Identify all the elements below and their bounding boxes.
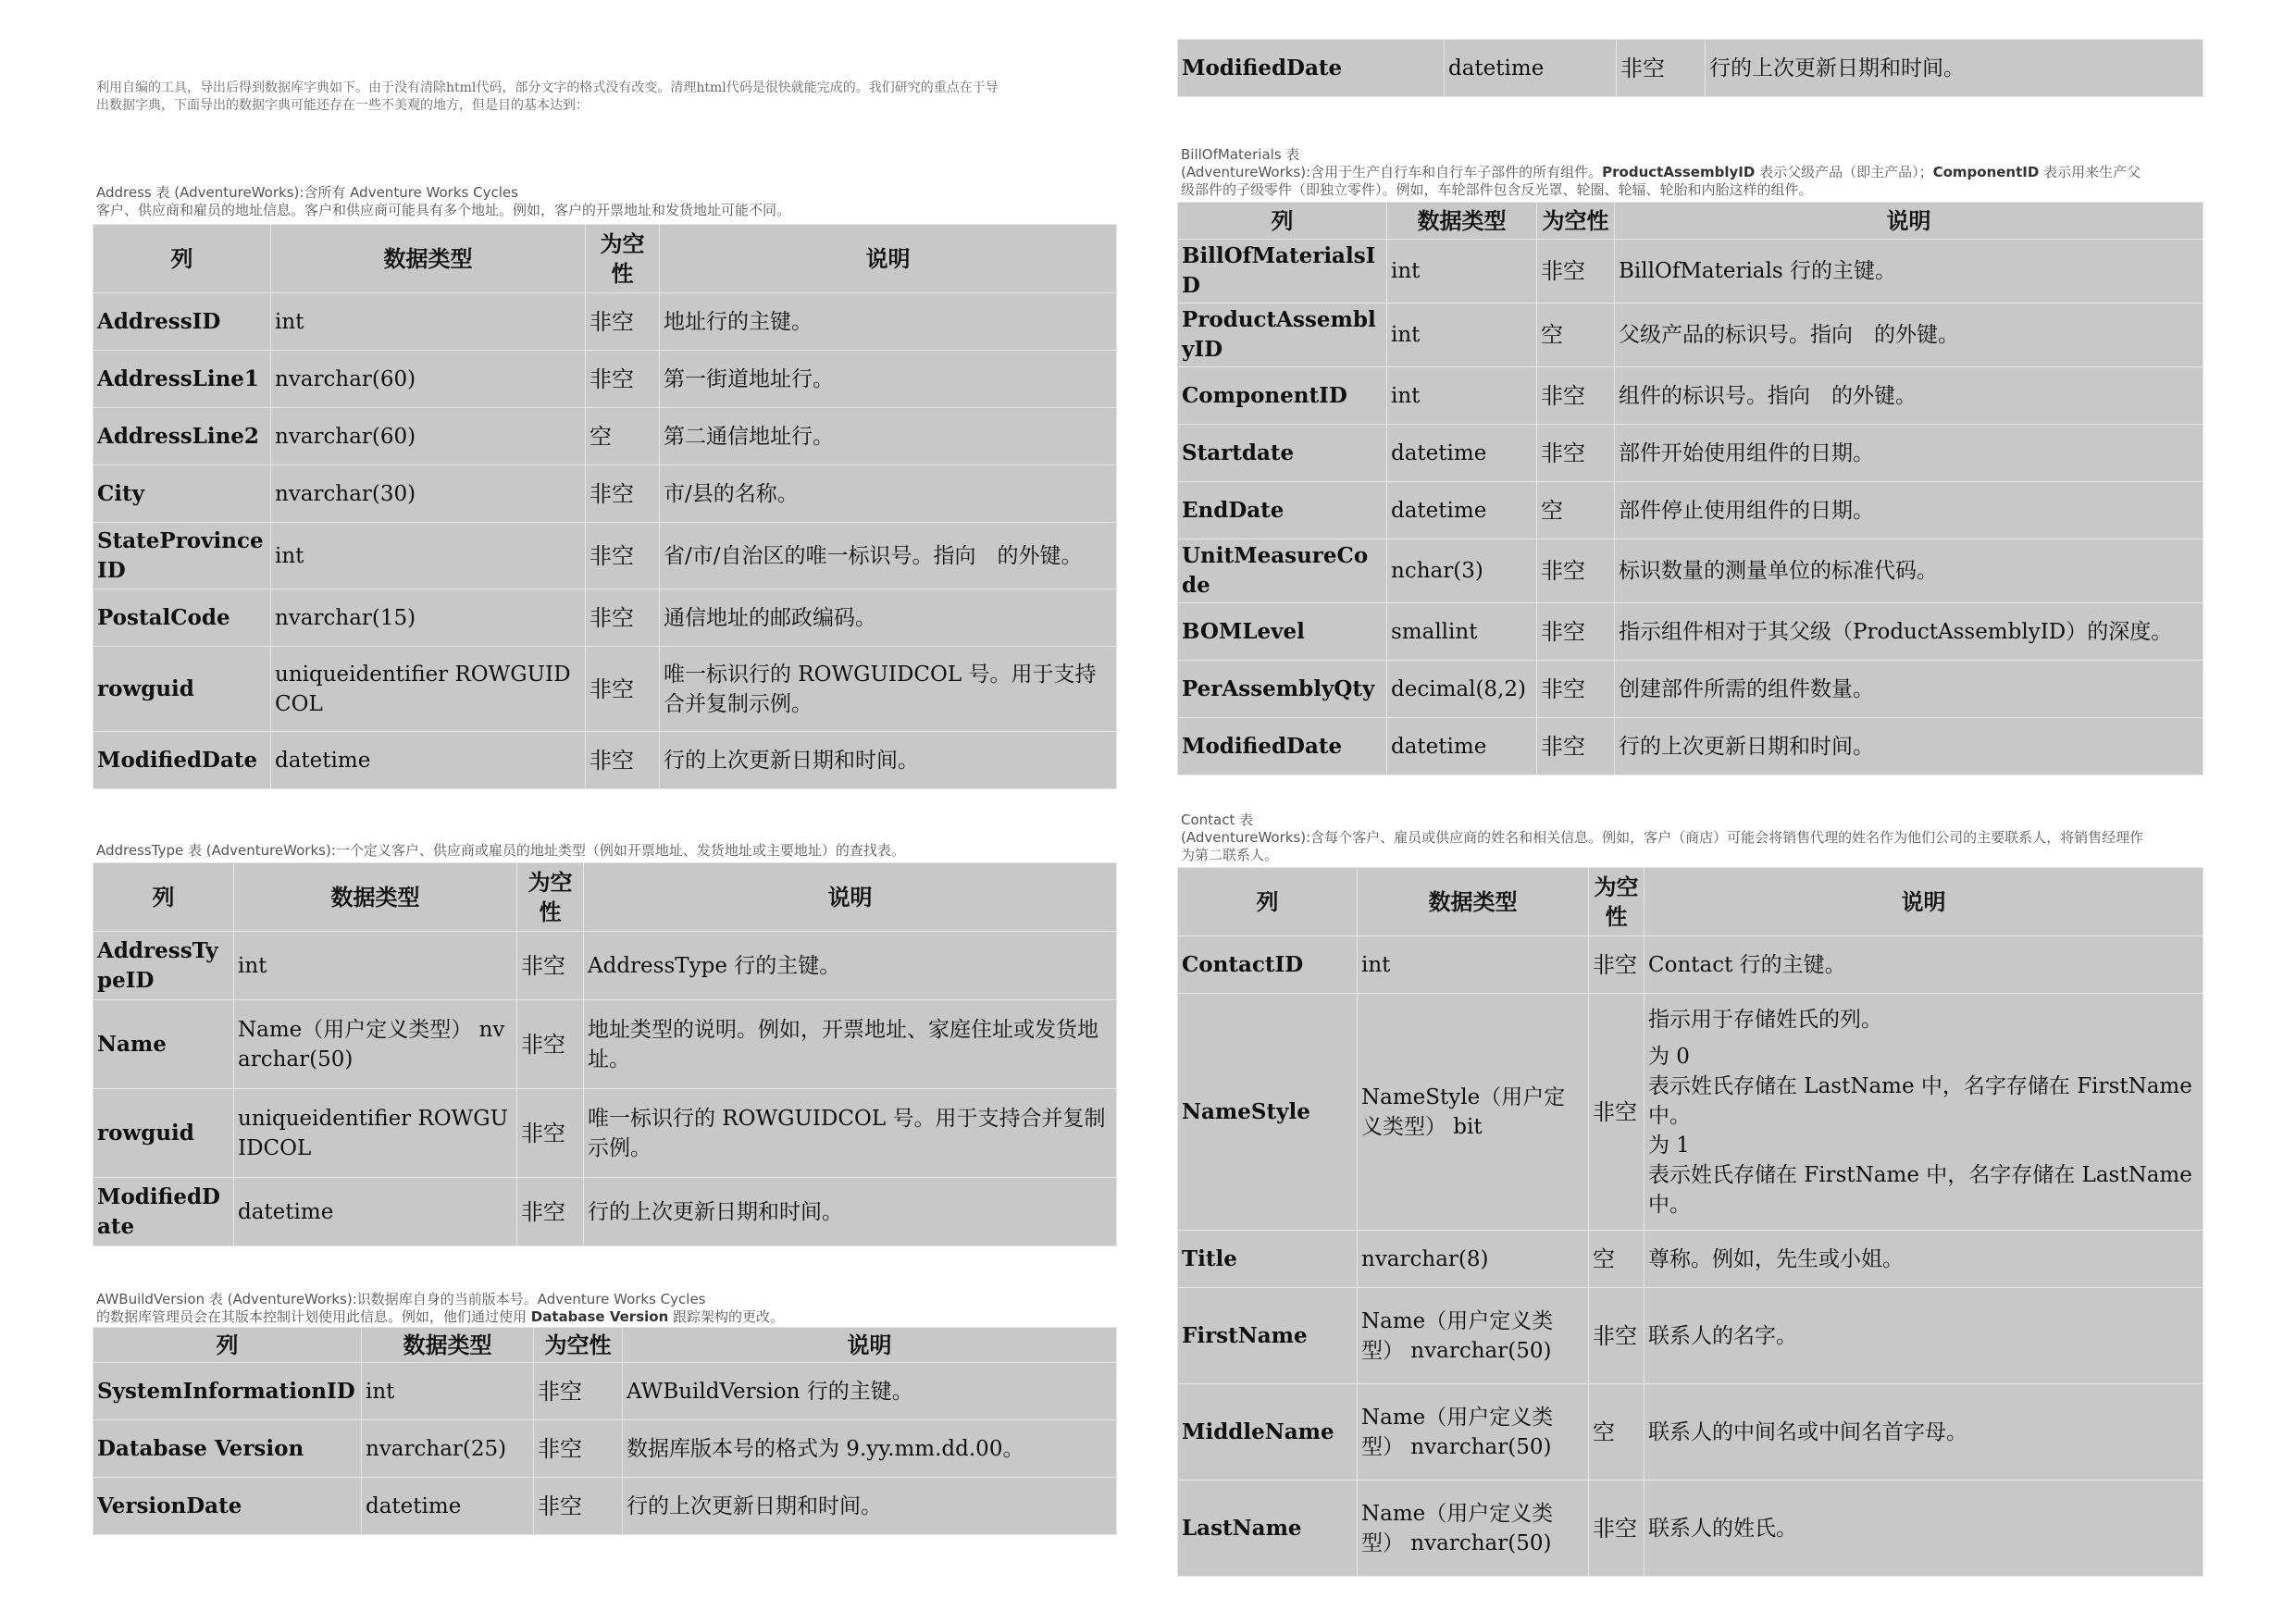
cell: 标识数量的测量单位的标准代码。 [1615, 539, 2203, 603]
cell: ModifiedDate [93, 732, 271, 789]
table-row [1178, 661, 2203, 718]
table-row [93, 293, 1117, 351]
table-row [1178, 539, 2203, 603]
cell: datetime [1387, 425, 1537, 482]
table-row [1178, 994, 2203, 1231]
caption-line: Address 表 (AdventureWorks):含所有 Adventure Works Cycles [96, 184, 518, 201]
cell: int [234, 932, 517, 1000]
cell: 创建部件所需的组件数量。 [1615, 661, 2203, 718]
caption-line: AddressType 表 (AdventureWorks):一个定义客户、供应商或雇员的地址类型（例如开票地址、发货地址或主要地址）的查找表。 [96, 842, 905, 859]
cell: 非空 [517, 932, 584, 1000]
top-right-table [1177, 39, 2203, 97]
table-row [93, 647, 1117, 732]
table-row [93, 1363, 1117, 1420]
cell: Title [1178, 1231, 1358, 1288]
table-row [1178, 1481, 2203, 1577]
cell: 指示组件相对于其父级（ProductAssemblyID）的深度。 [1615, 603, 2203, 661]
cell: AddressLine2 [93, 408, 271, 465]
caption-line: 级部件的子级零件（即独立零件）。例如，车轮部件包含反光罩、轮圈、轮辐、轮胎和内胎这样的组件。 [1181, 181, 1813, 198]
caption-bold: Database Version [530, 1308, 669, 1325]
cell: NameStyle（用户定义类型） bit [1358, 994, 1589, 1231]
cell: 数据库版本号的格式为 9.yy.mm.dd.00。 [623, 1420, 1117, 1478]
cell: Startdate [1178, 425, 1387, 482]
cell: 非空 [1537, 367, 1615, 425]
cell: 空 [1537, 482, 1615, 539]
cell: 非空 [1537, 603, 1615, 661]
cell: ComponentID [1178, 367, 1387, 425]
cell: 非空 [1537, 661, 1615, 718]
cell: MiddleName [1178, 1384, 1358, 1481]
header-null: 为空性 [1537, 203, 1615, 240]
header-col: 列 [93, 863, 234, 932]
cell: datetime [1387, 482, 1537, 539]
intro-block [96, 80, 1114, 115]
intro-line: 利用自编的工具，导出后得到数据库字典如下。由于没有清除html代码，部分文字的格式没有改变。清理html代码是很快就能完成的。我们研究的重点在于导 [96, 81, 999, 95]
table-row [93, 932, 1117, 1000]
header-null: 为空性 [517, 863, 584, 932]
cell: 通信地址的邮政编码。 [660, 589, 1117, 647]
cell: 行的上次更新日期和时间。 [623, 1478, 1117, 1535]
header-type: 数据类型 [271, 225, 586, 293]
table-row [93, 351, 1117, 408]
cell: 非空 [1589, 994, 1644, 1231]
cell: rowguid [93, 647, 271, 732]
cell: FirstName [1178, 1288, 1358, 1384]
cell: decimal(8,2) [1387, 661, 1537, 718]
cell: AWBuildVersion 行的主键。 [623, 1363, 1117, 1420]
cell: 非空 [586, 523, 660, 589]
cell: 地址行的主键。 [660, 293, 1117, 351]
cell: 非空 [1537, 539, 1615, 603]
table-row [1178, 1288, 2203, 1384]
cell: PostalCode [93, 589, 271, 647]
cell: Name（用户定义类型） nvarchar(50) [1358, 1384, 1589, 1481]
caption-text: (AdventureWorks):含用于生产自行车和自行车子部件的所有组件。 [1181, 164, 1603, 180]
cell: Contact 行的主键。 [1644, 936, 2203, 994]
table-row [1178, 603, 2203, 661]
cell: uniqueidentifier ROWGUIDCOL [271, 647, 586, 732]
caption-bold: ProductAssemblyID [1602, 164, 1756, 180]
cell: 非空 [517, 1178, 584, 1246]
cell: Database Version [93, 1420, 362, 1478]
cell: 非空 [1617, 40, 1706, 97]
table-row [1178, 1384, 2203, 1481]
cell: 非空 [586, 647, 660, 732]
cell: BOMLevel [1178, 603, 1387, 661]
cell: 地址类型的说明。例如，开票地址、家庭住址或发货地址。 [584, 1000, 1117, 1089]
table-row [93, 408, 1117, 465]
table-row [1178, 482, 2203, 539]
header-type: 数据类型 [1387, 203, 1537, 240]
cell: nvarchar(60) [271, 351, 586, 408]
table-row [1178, 367, 2203, 425]
caption-line: (AdventureWorks):含每个客户、雇员或供应商的姓名和相关信息。例如，客户（商店）可能会将销售代理的姓名作为他们公司的主要联系人，将销售经理作 [1181, 829, 2144, 846]
cell: 非空 [586, 732, 660, 789]
caption-line: 为第二联系人。 [1181, 847, 1279, 863]
cell: 空 [586, 408, 660, 465]
cell: 联系人的名字。 [1644, 1288, 2203, 1384]
header-null: 为空性 [1589, 868, 1644, 936]
cell: int [1358, 936, 1589, 994]
cell: UnitMeasureCode [1178, 539, 1387, 603]
cell: 非空 [534, 1363, 623, 1420]
cell: ModifiedDate [1178, 40, 1445, 97]
table-row [1178, 718, 2203, 775]
cell: PerAssemblyQty [1178, 661, 1387, 718]
awbuild-table [93, 1327, 1117, 1535]
header-col: 列 [1178, 203, 1387, 240]
cell: int [362, 1363, 534, 1420]
table-row [1178, 1231, 2203, 1288]
cell: 行的上次更新日期和时间。 [1615, 718, 2203, 775]
table-row [1178, 425, 2203, 482]
cell: smallint [1387, 603, 1537, 661]
cell: int [271, 523, 586, 589]
cell: SystemInformationID [93, 1363, 362, 1420]
cell: AddressType 行的主键。 [584, 932, 1117, 1000]
table-row [93, 465, 1117, 523]
table-row [1178, 304, 2203, 367]
cell: StateProvinceID [93, 523, 271, 589]
cell: VersionDate [93, 1478, 362, 1535]
cell: Name（用户定义类型） nvarchar(50) [1358, 1481, 1589, 1577]
header-col: 列 [93, 1328, 362, 1363]
cell: 非空 [1537, 718, 1615, 775]
cell: int [1387, 304, 1537, 367]
desc-line: 为 1 [1648, 1133, 1690, 1158]
cell: 行的上次更新日期和时间。 [584, 1178, 1117, 1246]
cell: 非空 [517, 1000, 584, 1089]
cell: nchar(3) [1387, 539, 1537, 603]
table-row [93, 1178, 1117, 1246]
cell: ProductAssemblyID [1178, 304, 1387, 367]
cell: 非空 [1537, 240, 1615, 304]
cell: 第二通信地址行。 [660, 408, 1117, 465]
table-row [93, 1478, 1117, 1535]
caption-line: BillOfMaterials 表 [1181, 146, 1300, 163]
cell: nvarchar(15) [271, 589, 586, 647]
cell: LastName [1178, 1481, 1358, 1577]
cell: 非空 [586, 465, 660, 523]
header-desc: 说明 [1644, 868, 2203, 936]
table-row [93, 1000, 1117, 1089]
table-row [93, 1089, 1117, 1178]
cell: AddressLine1 [93, 351, 271, 408]
cell: BillOfMaterialsID [1178, 240, 1387, 304]
header-null: 为空性 [586, 225, 660, 293]
caption-line [1181, 164, 2203, 181]
desc-line: 表示姓氏存储在 LastName 中，名字存储在 FirstName 中。 [1648, 1073, 2192, 1128]
header-desc: 说明 [623, 1328, 1117, 1363]
addresstype-table [93, 862, 1117, 1246]
header-type: 数据类型 [362, 1328, 534, 1363]
caption-text: 的数据库管理员会在其版本控制计划使用此信息。例如，他们通过使用 [96, 1308, 531, 1325]
table-row [93, 523, 1117, 589]
header-col: 列 [93, 225, 271, 293]
cell: nvarchar(30) [271, 465, 586, 523]
cell: 部件停止使用组件的日期。 [1615, 482, 2203, 539]
header-desc: 说明 [584, 863, 1117, 932]
cell: 部件开始使用组件的日期。 [1615, 425, 2203, 482]
cell: uniqueidentifier ROWGUIDCOL [234, 1089, 517, 1178]
cell: 非空 [534, 1420, 623, 1478]
header-desc: 说明 [660, 225, 1117, 293]
cell: 非空 [1589, 1288, 1644, 1384]
cell: NameStyle [1178, 994, 1358, 1231]
cell: 非空 [1589, 936, 1644, 994]
cell: nvarchar(25) [362, 1420, 534, 1478]
cell: AddressID [93, 293, 271, 351]
cell: datetime [234, 1178, 517, 1246]
bom-caption [1181, 146, 2203, 199]
caption-line [96, 1308, 1117, 1326]
desc-line: 为 0 [1648, 1044, 1690, 1069]
cell: ModifiedDate [1178, 718, 1387, 775]
cell: nvarchar(8) [1358, 1231, 1589, 1288]
cell: 行的上次更新日期和时间。 [660, 732, 1117, 789]
header-type: 数据类型 [234, 863, 517, 932]
cell: 尊称。例如，先生或小姐。 [1644, 1231, 2203, 1288]
cell: 第一街道地址行。 [660, 351, 1117, 408]
cell: City [93, 465, 271, 523]
cell [1644, 994, 2203, 1231]
contact-caption [1181, 812, 2203, 864]
table-row [93, 732, 1117, 789]
header-desc: 说明 [1615, 203, 2203, 240]
cell: datetime [271, 732, 586, 789]
cell: 非空 [586, 351, 660, 408]
cell: 联系人的中间名或中间名首字母。 [1644, 1384, 2203, 1481]
cell: Name（用户定义类型） nvarchar(50) [234, 1000, 517, 1089]
awbuild-caption [96, 1291, 1117, 1326]
cell: 非空 [534, 1478, 623, 1535]
cell: BillOfMaterials 行的主键。 [1615, 240, 2203, 304]
cell: 空 [1537, 304, 1615, 367]
cell: int [1387, 367, 1537, 425]
cell: 市/县的名称。 [660, 465, 1117, 523]
cell: 省/市/自治区的唯一标识号。指向 的外键。 [660, 523, 1117, 589]
table-row [93, 589, 1117, 647]
table-row [1178, 936, 2203, 994]
caption-bold: ComponentID [1932, 164, 2040, 180]
cell: 唯一标识行的 ROWGUIDCOL 号。用于支持合并复制示例。 [660, 647, 1117, 732]
cell: nvarchar(60) [271, 408, 586, 465]
cell: 非空 [517, 1089, 584, 1178]
cell: Name（用户定义类型） nvarchar(50) [1358, 1288, 1589, 1384]
cell: ContactID [1178, 936, 1358, 994]
caption-text: 跟踪架构的更改。 [668, 1308, 785, 1325]
cell: datetime [1387, 718, 1537, 775]
caption-line: 客户、供应商和雇员的地址信息。客户和供应商可能具有多个地址。例如，客户的开票地址和发货地址可能不同。 [96, 202, 791, 218]
table-row [93, 1420, 1117, 1478]
cell: 父级产品的标识号。指向 的外键。 [1615, 304, 2203, 367]
header-type: 数据类型 [1358, 868, 1589, 936]
desc-line: 表示姓氏存储在 FirstName 中，名字存储在 LastName 中。 [1648, 1162, 2192, 1217]
cell: 行的上次更新日期和时间。 [1706, 40, 2203, 97]
table-row [1178, 40, 2203, 97]
address-caption [96, 184, 1117, 219]
caption-line: Contact 表 [1181, 812, 1254, 828]
cell: rowguid [93, 1089, 234, 1178]
caption-line: AWBuildVersion 表 (AdventureWorks):识数据库自身的当前版本号。Adventure Works Cycles [96, 1291, 706, 1307]
desc-line: 指示用于存储姓氏的列。 [1648, 1007, 1882, 1032]
cell: datetime [362, 1478, 534, 1535]
cell: int [1387, 240, 1537, 304]
cell: 空 [1589, 1384, 1644, 1481]
header-null: 为空性 [534, 1328, 623, 1363]
cell: 空 [1589, 1231, 1644, 1288]
cell: 非空 [1589, 1481, 1644, 1577]
cell: datetime [1445, 40, 1617, 97]
intro-line: 出数据字典，下面导出的数据字典可能还存在一些不美观的地方，但是目的基本达到： [96, 98, 589, 113]
cell: EndDate [1178, 482, 1387, 539]
cell: AddressTypeID [93, 932, 234, 1000]
cell: 组件的标识号。指向 的外键。 [1615, 367, 2203, 425]
caption-text: 表示用来生产父 [2039, 164, 2141, 180]
cell: 非空 [586, 589, 660, 647]
cell: 非空 [1537, 425, 1615, 482]
caption-text: 表示父级产品（即主产品）； [1755, 164, 1933, 180]
contact-table [1177, 867, 2203, 1577]
cell: 唯一标识行的 ROWGUIDCOL 号。用于支持合并复制示例。 [584, 1089, 1117, 1178]
table-row [1178, 240, 2203, 304]
bom-table [1177, 202, 2203, 775]
cell: 非空 [586, 293, 660, 351]
addresstype-caption [96, 842, 1117, 860]
cell: int [271, 293, 586, 351]
header-col: 列 [1178, 868, 1358, 936]
cell: ModifiedDate [93, 1178, 234, 1246]
cell: Name [93, 1000, 234, 1089]
address-table [93, 224, 1117, 789]
cell: 联系人的姓氏。 [1644, 1481, 2203, 1577]
